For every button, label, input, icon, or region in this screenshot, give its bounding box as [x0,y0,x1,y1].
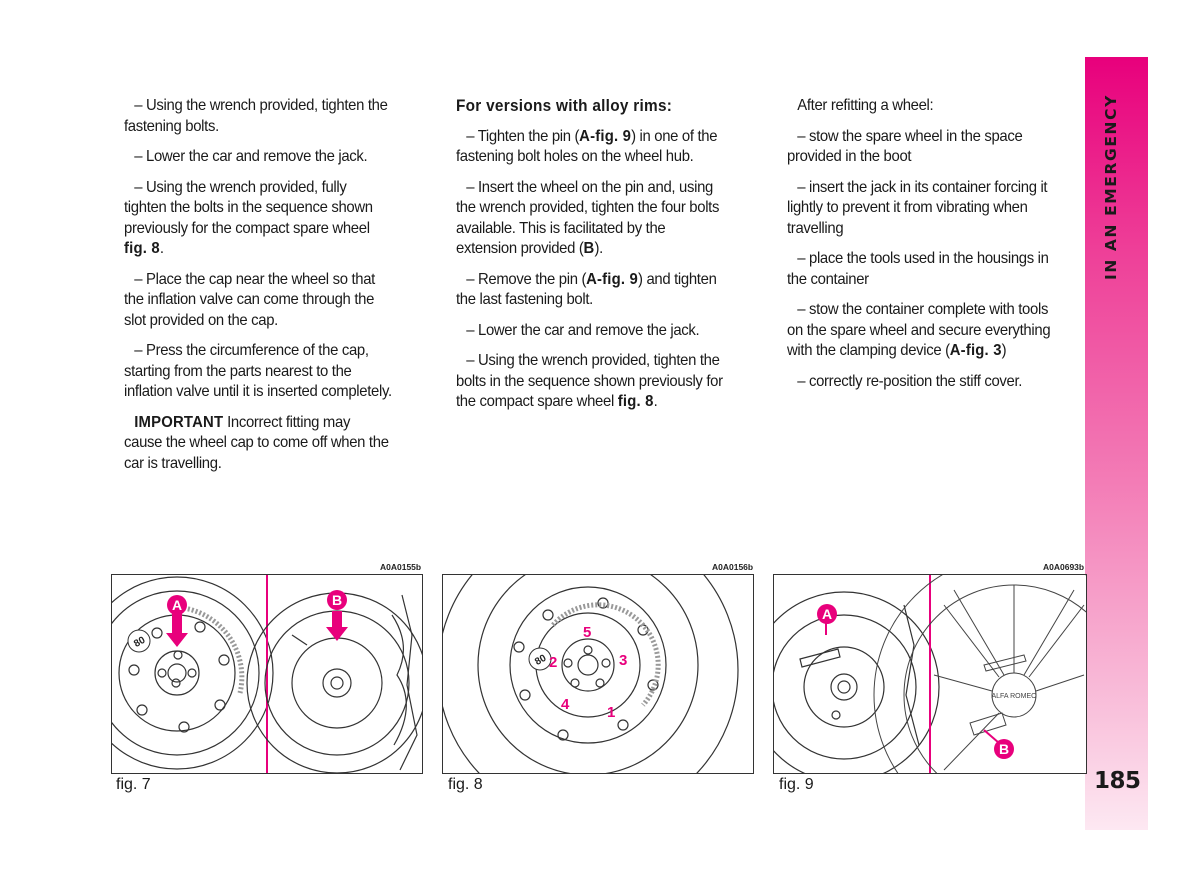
figure-caption: fig. 9 [779,776,814,793]
figure-7-drawing [112,575,422,773]
figure-caption: fig. 7 [116,776,151,793]
figure-9-drawing [774,575,1086,773]
speed-label: 80 [132,634,148,650]
figure-code: A0A0156b [712,562,754,572]
important-note: IMPORTANT Incorrect fitting may cause the wheel cap to come off when the car is travelling. [124,413,389,472]
figure-reference: A-fig. 3 [949,342,1002,359]
paragraph: – correctly re-position the stiff cover. [797,372,1023,390]
bolt-number-2: 2 [549,654,558,671]
figure-code: A0A0155b [380,562,422,572]
figure-9 [773,574,1087,774]
paragraph: – place the tools used in the housings in the container [787,250,1049,288]
important-label: IMPORTANT [134,413,224,431]
paragraph: – Using the wrench provided, tighten the fastening bolts. [124,97,388,135]
paragraph: – Using the wrench provided, tighten the bolts in the sequence shown previously for the compact spare wheel fig. 8. [456,352,723,410]
section-title: IN AN EMERGENCY [1102,94,1120,280]
section-heading: For versions with alloy rims: [456,97,673,115]
callout-a: A [821,606,833,622]
figure-reference: A-fig. 9 [579,127,632,145]
paragraph: – stow the spare wheel in the space provided in the boot [787,127,1023,165]
figure-reference: A-fig. 9 [586,270,639,288]
paragraph: – insert the jack in its container forcing it lightly to prevent it from vibrating when travelling [787,178,1048,237]
text-column-1 [124,96,392,484]
callout-b: B [331,592,343,608]
paragraph: – Place the cap near the wheel so that the inflation valve can come through the slot provided on the cap. [124,270,375,329]
paragraph: – Lower the car and remove the jack. [466,321,700,339]
bolt-number-5: 5 [583,624,592,641]
figure-reference: fig. 8 [617,393,654,410]
paragraph: – Using the wrench provided, fully tighten the bolts in the sequence shown previously for the compact spare wheel fig. 8. [124,178,373,257]
paragraph: – Tighten the pin (A-fig. 9) in one of the fastening bolt holes on the wheel hub. [456,127,718,165]
figure-7 [111,574,423,774]
speed-label: 80 [533,652,549,668]
bolt-number-1: 1 [607,704,616,721]
svg-text:ALFA ROMEO: ALFA ROMEO [991,693,1037,700]
paragraph: – stow the container complete with tools on the spare wheel and secure everything with the clamping device (A-fig. 3) [787,301,1051,359]
text-column-2 [456,96,724,423]
figure-reference: B [583,240,595,257]
paragraph: – Remove the pin (A-fig. 9) and tighten the last fastening bolt. [456,270,717,308]
figure-8-drawing [443,575,753,773]
paragraph: – Insert the wheel on the pin and, using the wrench provided, tighten the four bolts available. This is facilitated by the extension provided (B). [456,178,720,257]
figure-code: A0A0693b [1043,562,1085,572]
figure-8 [442,574,754,774]
callout-a: A [171,597,183,613]
paragraph: – Lower the car and remove the jack. [134,148,368,165]
callout-b: B [998,741,1010,757]
bolt-number-4: 4 [561,696,570,713]
paragraph: After refitting a wheel: [797,97,934,114]
paragraph: – Press the circumference of the cap, starting from the parts nearest to the inflation valve until it is inserted completely. [124,342,392,400]
figure-caption: fig. 8 [448,776,483,793]
figure-reference: fig. 8 [124,240,160,257]
page-number: 185 [1094,768,1141,794]
bolt-number-3: 3 [619,652,628,669]
text-column-3 [787,96,1055,402]
